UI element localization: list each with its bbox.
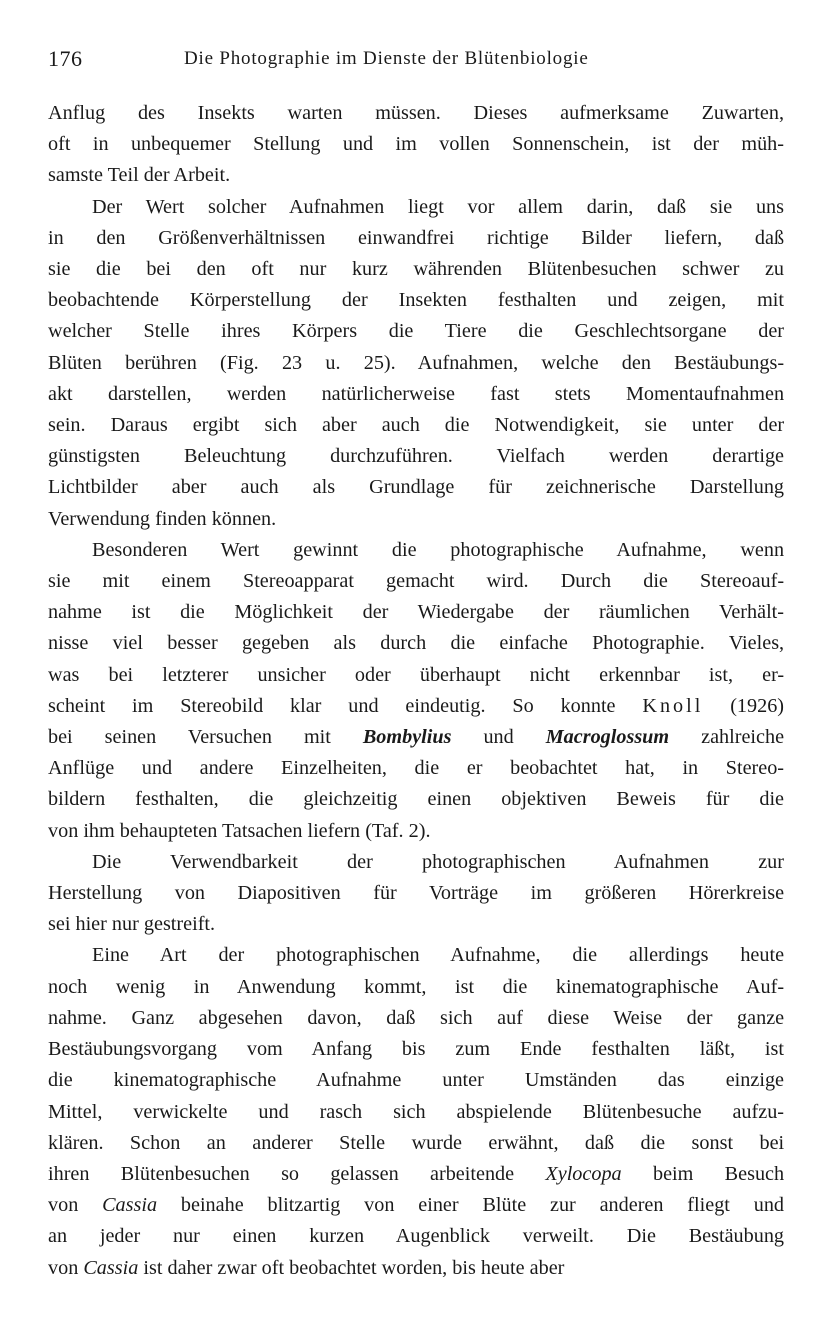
page-header: [48, 46, 784, 86]
text-line: was bei letzterer unsicher oder überhaupt nicht erkennbar ist, er-: [48, 663, 785, 686]
text-line: oft in unbequemer Stellung und im vollen Sonnenschein, ist der müh-: [48, 133, 785, 156]
text-line: Blüten berühren (Fig. 23 u. 25). Aufnahmen, welche den Bestäubungs-: [48, 351, 785, 374]
paragraph: [48, 535, 784, 847]
text-line: ihren Blütenbesuchen so gelassen arbeitende Xylocopa beim Besuch: [48, 1162, 785, 1185]
text-line: nisse viel besser gegeben als durch die einfache Photographie. Vieles,: [48, 632, 785, 655]
text-line: Die Verwendbarkeit der photographischen Aufnahmen zur: [92, 850, 784, 873]
text-line: sei hier nur gestreift.: [48, 913, 216, 936]
text-line: von ihm behaupteten Tatsachen liefern (Taf. 2).: [48, 819, 431, 842]
body-text: [48, 98, 784, 1284]
page-number: 176: [48, 46, 83, 71]
text-line: akt darstellen, werden natürlicherweise fast stets Momentaufnahmen: [48, 382, 785, 405]
text-line: an jeder nur einen kurzen Augenblick verweilt. Die Bestäubung: [48, 1225, 785, 1248]
text-line: beobachtende Körperstellung der Insekten festhalten und zeigen, mit: [48, 289, 785, 312]
text-line: noch wenig in Anwendung kommt, ist die kinematographische Auf-: [48, 975, 785, 998]
text-line: die kinematographische Aufnahme unter Umständen das einzige: [48, 1069, 785, 1092]
text-line: bei seinen Versuchen mit Bombylius und Macroglossum zahlreiche: [48, 726, 785, 749]
paragraph: [48, 98, 784, 192]
text-line: sie die bei den oft nur kurz währenden Blütenbesuchen schwer zu: [48, 258, 785, 281]
running-head: Die Photographie im Dienste der Blütenbiologie: [184, 48, 589, 69]
text-line: Anflug des Insekts warten müssen. Dieses aufmerksame Zuwarten,: [48, 102, 784, 124]
text-line: sie mit einem Stereoapparat gemacht wird. Durch die Stereoauf-: [48, 570, 785, 593]
text-line: Besonderen Wert gewinnt die photographische Aufnahme, wenn: [92, 538, 785, 561]
text-line: sein. Daraus ergibt sich aber auch die Notwendigkeit, sie unter der: [48, 414, 785, 437]
text-line: Bestäubungsvorgang vom Anfang bis zum Ende festhalten läßt, ist: [48, 1038, 784, 1061]
text-line: bildern festhalten, die gleichzeitig einen objektiven Beweis für die: [48, 788, 785, 811]
text-line: von Cassia beinahe blitzartig von einer Blüte zur anderen fliegt und: [48, 1194, 784, 1217]
text-line: samste Teil der Arbeit.: [48, 164, 231, 187]
text-line: Lichtbilder aber auch als Grundlage für zeichnerische Darstellung: [48, 476, 785, 499]
text-line: Anflüge und andere Einzelheiten, die er beobachtet hat, in Stereo-: [48, 757, 785, 780]
paragraph: [48, 940, 784, 1283]
text-line: klären. Schon an anderer Stelle wurde erwähnt, daß die sonst bei: [48, 1131, 785, 1154]
paragraph: [48, 192, 784, 535]
text-line: nahme ist die Möglichkeit der Wiedergabe der räumlichen Verhält-: [48, 601, 785, 624]
text-line: scheint im Stereobild klar und eindeutig. So konnte Knoll (1926): [48, 694, 785, 717]
text-line: Eine Art der photographischen Aufnahme, die allerdings heute: [92, 944, 785, 967]
book-page: [48, 46, 784, 1284]
paragraph: [48, 847, 784, 941]
text-line: Herstellung von Diapositiven für Vorträge im größeren Hörerkreise: [48, 882, 785, 905]
text-line: in den Größenverhältnissen einwandfrei richtige Bilder liefern, daß: [48, 226, 785, 249]
text-line: von Cassia ist daher zwar oft beobachtet worden, bis heute aber: [48, 1256, 565, 1279]
text-line: günstigsten Beleuchtung durchzuführen. Vielfach werden derartige: [48, 445, 785, 468]
text-line: Mittel, verwickelte und rasch sich abspielende Blütenbesuche aufzu-: [48, 1100, 785, 1123]
text-line: welcher Stelle ihres Körpers die Tiere die Geschlechtsorgane der: [48, 320, 785, 343]
text-line: Der Wert solcher Aufnahmen liegt vor allem darin, daß sie uns: [92, 195, 784, 218]
text-line: Verwendung finden können.: [48, 507, 277, 530]
text-line: nahme. Ganz abgesehen davon, daß sich auf diese Weise der ganze: [48, 1006, 785, 1029]
